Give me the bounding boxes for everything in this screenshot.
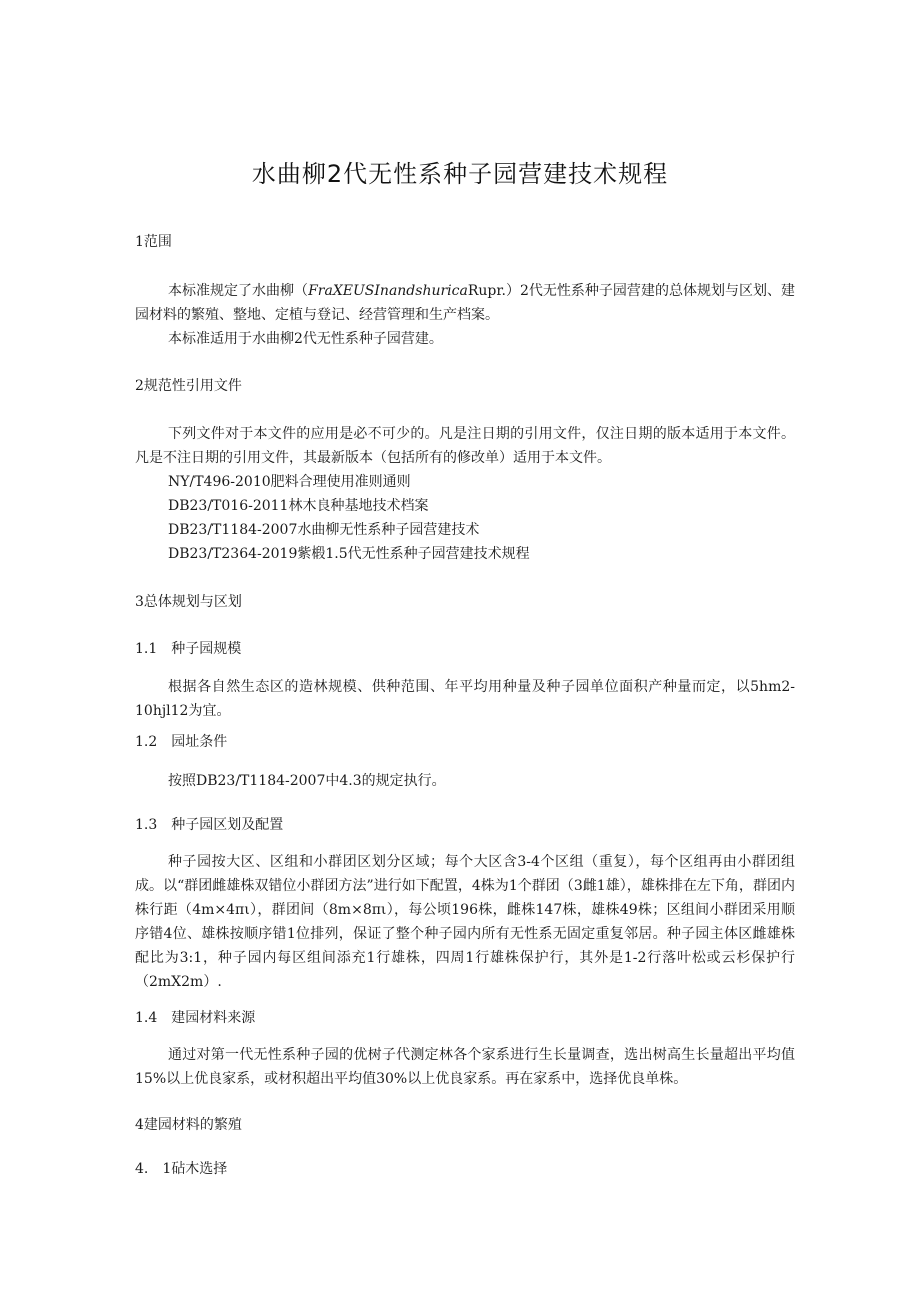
document-title: 水曲柳2代无性系种子园营建技术规程 <box>251 160 669 188</box>
scope-p1-suffix: Rupr.）2代无性系种子园营建的总体规划与区划、建园材料的繁殖、整地、定植与登记、经营管理和生产档案。 <box>135 283 796 323</box>
scope-paragraph-1 <box>135 279 795 327</box>
subsection-heading-1-3: 1.3 种子园区划及配置 <box>135 817 284 833</box>
reference-item-4: DB23/T2364-2019紫椴1.5代无性系种子园营建技术规程 <box>168 546 530 562</box>
subsection-text-1-2: 按照DB23/T1184-2007中4.3的规定执行。 <box>168 773 446 789</box>
section-heading-scope: 1范围 <box>135 234 172 250</box>
scope-p1-prefix: 本标准规定了水曲柳（ <box>168 283 309 299</box>
section-heading-planning: 3总体规划与区划 <box>135 594 242 610</box>
scope-p1-latin-name: FraXEUSInandshurica <box>308 283 468 299</box>
reference-item-1: NY/T496-2010肥料合理使用准则通则 <box>168 474 411 490</box>
reference-item-2: DB23/T016-2011林木良种基地技术档案 <box>168 498 429 514</box>
reference-item-3: DB23/T1184-2007水曲柳无性系种子园营建技术 <box>168 522 480 538</box>
scope-paragraph-2: 本标准适用于水曲柳2代无性系种子园营建。 <box>168 331 443 347</box>
section-heading-normative: 2规范性引用文件 <box>135 378 242 394</box>
subsection-text-1-1: 根据各自然生态区的造林规模、供种范围、年平均用种量及种子园单位面积产种量而定，以5hm2-10hjl12为宜。 <box>135 679 795 719</box>
normative-paragraph: 下列文件对于本文件的应用是必不可少的。凡是注日期的引用文件，仅注日期的版本适用于本文件。凡是不注日期的引用文件，其最新版本（包括所有的修改单）适用于本文件。 <box>135 426 795 466</box>
subsection-heading-4-1: 4. 1砧木选择 <box>135 1161 228 1177</box>
subsection-text-1-4: 通过对第一代无性系种子园的优树子代测定林各个家系进行生长量调查，选出树高生长量超出平均值15%以上优良家系，或材积超出平均值30%以上优良家系。再在家系中，选择优良单株。 <box>135 1047 795 1087</box>
subsection-heading-1-4: 1.4 建园材料来源 <box>135 1010 256 1026</box>
subsection-heading-1-1: 1.1 种子园规模 <box>135 641 242 657</box>
subsection-heading-1-2: 1.2 园址条件 <box>135 734 228 750</box>
subsection-text-1-3: 种子园按大区、区组和小群团区划分区域；每个大区含3-4个区组（重复），每个区组再由小群团组成。以“群团雌雄株双错位小群团方法”进行如下配置，4株为1个群团（3雌1雄），雄株排在左下角，群团内株行距（4m×4πι），群团间（8m×8πι），每公顷196株，雌株147株，雄株49株；区组间小群团采用顺序错4位、雄株按顺序错1位排列，保证了整个种子园内所有无性系无固定重复邻居。种子园主体区雌雄株配比为3:1，种子园内每区组间添充1行雄株，四周1行雄株保护行，其外是1-2行落叶松或云杉保护行（2mX2m）. <box>135 854 795 990</box>
section-heading-propagation: 4建园材料的繁殖 <box>135 1117 242 1133</box>
